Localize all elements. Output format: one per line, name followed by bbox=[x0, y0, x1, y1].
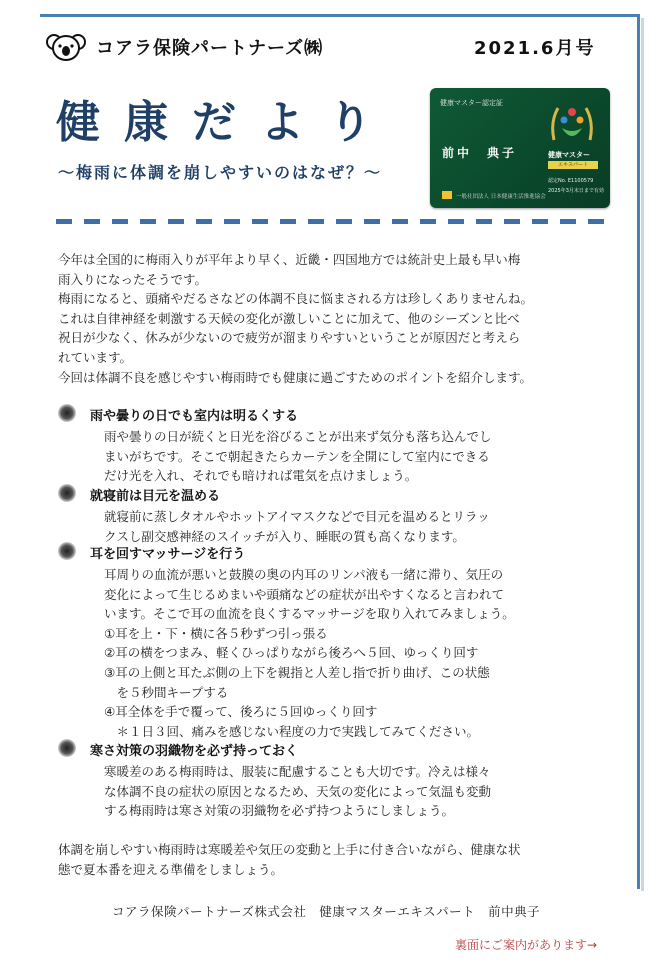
section-line: まいがちです。そこで朝起きたらカーテンを全開にして室内にできる bbox=[104, 448, 490, 464]
signature: コアラ保険パートナーズ株式会社 健康マスターエキスパート 前中典子 bbox=[112, 904, 541, 919]
frame-top-border bbox=[40, 14, 640, 17]
frame-right-shadow bbox=[641, 18, 644, 891]
card-holder-name: 前中 典子 bbox=[442, 146, 518, 160]
intro-line: れています。 bbox=[58, 349, 133, 365]
section-line: クスし副交感神経のスイッチが入り、睡眠の質も高くなります。 bbox=[104, 528, 465, 544]
company-name: コアラ保険パートナーズ㈱ bbox=[96, 38, 324, 59]
intro-line: 今年は全国的に梅雨入りが平年より早く、近畿・四国地方では統計史上最も早い梅 bbox=[58, 252, 521, 267]
intro-line: 梅雨になると、頭痛やだるさなどの体調不良に悩まされる方は珍しくありませんね。 bbox=[58, 291, 534, 307]
issue-date: 2021.6月号 bbox=[474, 38, 596, 59]
intro-line: 雨入りになったそうです。 bbox=[58, 271, 208, 287]
section-line: 耳周りの血流が悪いと鼓膜の奥の内耳のリンパ液も一緒に滞り、気圧の bbox=[104, 567, 504, 582]
health-master-card bbox=[430, 88, 610, 208]
section-line: する梅雨時は寒さ対策の羽織物を必ず持つようにしましょう。 bbox=[104, 803, 455, 819]
closing-line: 態で夏本番を迎える準備をしましょう。 bbox=[58, 861, 284, 877]
card-label: 健康マスター bbox=[548, 151, 590, 159]
page-subtitle: ～梅雨に体調を崩しやすいのはなぜ？～ bbox=[58, 163, 383, 182]
closing-paragraph bbox=[58, 840, 521, 879]
frame-right-border bbox=[637, 14, 640, 889]
health-master-badge-icon bbox=[548, 100, 596, 146]
section-body bbox=[104, 427, 492, 486]
section-heading: 耳を回すマッサージを行う bbox=[90, 547, 246, 562]
section-bullet-icon bbox=[58, 404, 76, 422]
intro-line: これは自律神経を刺激する天候の変化が激しいことに加えて、他のシーズンと比べ bbox=[58, 310, 520, 326]
card-org: 一般社団法人 日本健康生活推進協会 bbox=[456, 194, 546, 200]
org-mark-icon bbox=[442, 191, 452, 199]
section-line: ①耳を上・下・横に各５秒ずつ引っ張る bbox=[104, 625, 328, 641]
section-heading: 就寝前は目元を温める bbox=[90, 489, 221, 504]
page-title: 健康だより bbox=[56, 97, 396, 148]
section-line: を５秒間キープする bbox=[104, 684, 229, 700]
intro-line: 今回は体調不良を感じやすい梅雨時でも健康に過ごすためのポイントを紹介します。 bbox=[58, 369, 533, 385]
section-line: 寒暖差のある梅雨時は、服装に配慮することも大切です。冷えは様々 bbox=[104, 764, 491, 779]
closing-line: 体調を崩しやすい梅雨時は寒暖差や気圧の変動と上手に付き合いながら、健康な状 bbox=[58, 842, 521, 857]
section-line: います。そこで耳の血流を良くするマッサージを取り入れてみましょう。 bbox=[104, 606, 515, 622]
section-heading: 寒さ対策の羽織物を必ず持っておく bbox=[90, 744, 299, 759]
card-number: 認定No. E1100579 bbox=[548, 178, 594, 184]
section-line: ＊１日３回、痛みを感じない程度の力で実践してみてください。 bbox=[104, 723, 480, 739]
section-line: ④耳全体を手で覆って、後ろに５回ゆっくり回す bbox=[104, 704, 378, 720]
koala-logo-icon bbox=[46, 32, 86, 62]
card-expiry: 2025年3月末日まで有効 bbox=[548, 188, 604, 194]
section-line: だけ光を入れ、それでも暗ければ電気を点けましょう。 bbox=[104, 468, 418, 484]
section-bullet-icon bbox=[58, 484, 76, 502]
dashed-divider bbox=[56, 219, 608, 224]
intro-line: 祝日が少なく、休みが少ないので疲労が溜まりやすいということが原因だと考えら bbox=[58, 330, 521, 346]
section-heading: 雨や曇りの日でも室内は明るくする bbox=[90, 409, 299, 424]
section-bullet-icon bbox=[58, 542, 76, 560]
card-level: エキスパート bbox=[548, 161, 598, 169]
section-line: ③耳の上側と耳たぶ側の上下を親指と人差し指で折り曲げ、この状態 bbox=[104, 664, 490, 680]
section-body bbox=[104, 507, 490, 546]
section-line: な体調不良の症状の原因となるため、天気の変化によって気温も変動 bbox=[104, 783, 492, 799]
back-page-note: 裏面にご案内があります→ bbox=[455, 938, 598, 952]
section-line: 雨や曇りの日が続くと日光を浴びることが出来ず気分も落ち込んでし bbox=[104, 429, 492, 444]
section-body bbox=[104, 762, 491, 821]
section-line: 変化によって生じるめまいや頭痛などの症状が出やすくなると言われて bbox=[104, 586, 505, 602]
card-title: 健康マスター認定証 bbox=[440, 99, 503, 107]
section-bullet-icon bbox=[58, 739, 76, 757]
section-line: ②耳の横をつまみ、軽くひっぱりながら後ろへ５回、ゆっくり回す bbox=[104, 645, 479, 661]
section-line: 就寝前に蒸しタオルやホットアイマスクなどで目元を温めるとリラッ bbox=[104, 509, 490, 524]
section-body bbox=[104, 565, 515, 741]
intro-paragraph bbox=[58, 250, 533, 387]
